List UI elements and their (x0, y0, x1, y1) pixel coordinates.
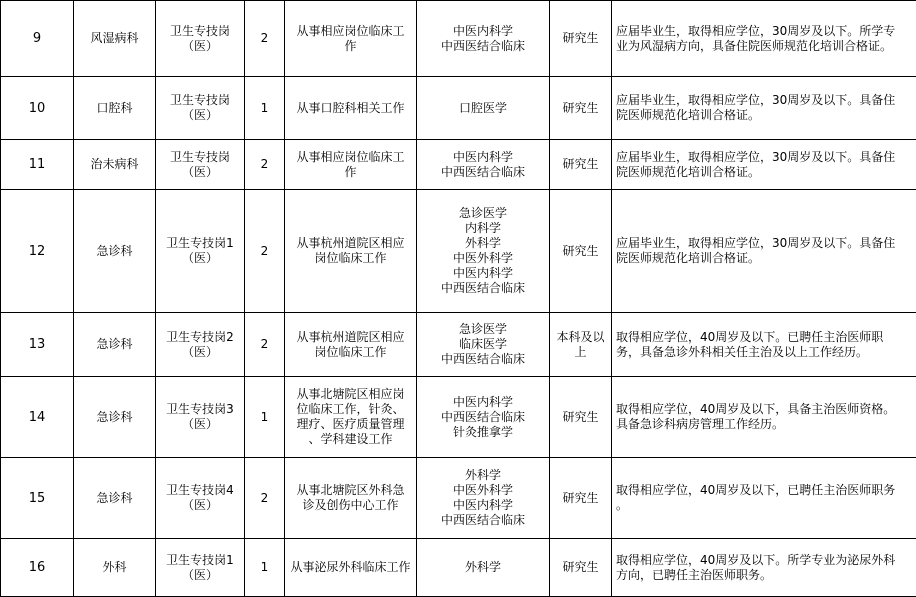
duty-cell-line: 理疗、医疗质量管理 (288, 417, 413, 432)
department-cell: 外科 (74, 539, 156, 597)
duty-cell-line: 作 (288, 39, 413, 54)
requirement-cell (612, 190, 916, 313)
duty-cell-line: 从事北塘院区相应岗 (288, 387, 413, 402)
position-cell-line: 卫生专技岗 (159, 24, 241, 39)
requirement-cell (612, 313, 916, 377)
position-cell-line: （医） (159, 345, 241, 360)
major-cell-line: 口腔医学 (420, 101, 546, 116)
duty-cell-line: 岗位临床工作 (288, 345, 413, 360)
requirement-cell-line: 应届毕业生，取得相应学位，30周岁及以下。具备住 (616, 93, 914, 108)
duty-cell-line: 从事口腔科相关工作 (288, 101, 413, 116)
major-cell (417, 1, 550, 77)
table-row (1, 190, 916, 313)
major-cell-line: 外科学 (420, 468, 546, 483)
position-cell (156, 77, 245, 140)
requirement-cell-line: 业为风湿病方向，具备住院医师规范化培训合格证。 (616, 39, 914, 54)
position-cell-line: （医） (159, 417, 241, 432)
row-number: 9 (1, 1, 74, 77)
education-cell-line: 研究生 (553, 101, 608, 116)
position-cell (156, 539, 245, 597)
duty-cell (285, 190, 417, 313)
department-cell: 风湿病科 (74, 1, 156, 77)
position-cell-line: 卫生专技岗1 (159, 236, 241, 251)
position-cell-line: 卫生专技岗 (159, 150, 241, 165)
department-cell: 急诊科 (74, 377, 156, 458)
requirement-cell-line: 应届毕业生，取得相应学位，30周岁及以下。具备住 (616, 236, 914, 251)
position-cell (156, 1, 245, 77)
row-number: 15 (1, 458, 74, 539)
requirement-cell (612, 140, 916, 190)
education-cell-line: 研究生 (553, 491, 608, 506)
major-cell-line: 外科学 (420, 560, 546, 575)
major-cell (417, 77, 550, 140)
major-cell-line: 急诊医学 (420, 322, 546, 337)
education-cell-line: 研究生 (553, 560, 608, 575)
requirement-cell (612, 77, 916, 140)
position-cell-line: （医） (159, 568, 241, 583)
major-cell-line: 中医外科学 (420, 483, 546, 498)
position-cell-line: 卫生专技岗2 (159, 330, 241, 345)
department-cell: 治未病科 (74, 140, 156, 190)
major-cell-line: 内科学 (420, 221, 546, 236)
row-number: 14 (1, 377, 74, 458)
headcount-cell: 2 (245, 140, 285, 190)
duty-cell-line: 岗位临床工作 (288, 251, 413, 266)
duty-cell (285, 77, 417, 140)
major-cell-line: 中西医结合临床 (420, 39, 546, 54)
requirement-cell-line: 院医师规范化培训合格证。 (616, 108, 914, 123)
duty-cell (285, 458, 417, 539)
requirement-cell-line: 方向，已聘任主治医师职务。 (616, 568, 914, 583)
position-cell-line: （医） (159, 251, 241, 266)
duty-cell-line: 从事北塘院区外科急 (288, 483, 413, 498)
requirement-cell-line: 务，具备急诊外科相关任主治及以上工作经历。 (616, 345, 914, 360)
major-cell-line: 针灸推拿学 (420, 425, 546, 440)
education-cell-line: 本科及以 (553, 330, 608, 345)
major-cell-line: 中医外科学 (420, 251, 546, 266)
position-cell (156, 313, 245, 377)
position-cell-line: （医） (159, 498, 241, 513)
table-row (1, 1, 916, 77)
table-row (1, 77, 916, 140)
major-cell-line: 中西医结合临床 (420, 165, 546, 180)
requirement-cell-line: 院医师规范化培训合格证。 (616, 251, 914, 266)
major-cell-line: 中医内科学 (420, 266, 546, 281)
duty-cell (285, 377, 417, 458)
requirement-cell-line: 取得相应学位，40周岁及以下，具备主治医师资格。 (616, 402, 914, 417)
table-row (1, 313, 916, 377)
position-cell (156, 190, 245, 313)
row-number: 12 (1, 190, 74, 313)
education-cell-line: 研究生 (553, 31, 608, 46)
department-cell: 急诊科 (74, 190, 156, 313)
position-cell-line: （医） (159, 39, 241, 54)
major-cell-line: 中医内科学 (420, 150, 546, 165)
education-cell (550, 1, 612, 77)
major-cell (417, 313, 550, 377)
requirement-cell (612, 377, 916, 458)
requirement-cell (612, 1, 916, 77)
education-cell-line: 研究生 (553, 157, 608, 172)
duty-cell (285, 539, 417, 597)
duty-cell-line: 位临床工作，针灸、 (288, 402, 413, 417)
table-row (1, 458, 916, 539)
duty-cell-line: 从事杭州道院区相应 (288, 330, 413, 345)
major-cell (417, 539, 550, 597)
department-cell: 急诊科 (74, 458, 156, 539)
major-cell (417, 140, 550, 190)
requirement-cell (612, 458, 916, 539)
education-cell-line: 研究生 (553, 410, 608, 425)
major-cell-line: 中西医结合临床 (420, 281, 546, 296)
position-cell-line: （医） (159, 165, 241, 180)
education-cell (550, 458, 612, 539)
major-cell-line: 中医内科学 (420, 498, 546, 513)
requirement-cell-line: 应届毕业生，取得相应学位，30周岁及以下。具备住 (616, 150, 914, 165)
row-number: 16 (1, 539, 74, 597)
requirement-cell-line: 具备急诊科病房管理工作经历。 (616, 417, 914, 432)
headcount-cell: 2 (245, 458, 285, 539)
position-cell-line: （医） (159, 108, 241, 123)
row-number: 13 (1, 313, 74, 377)
major-cell (417, 190, 550, 313)
position-cell (156, 458, 245, 539)
department-cell: 口腔科 (74, 77, 156, 140)
major-cell-line: 中西医结合临床 (420, 410, 546, 425)
headcount-cell: 2 (245, 190, 285, 313)
position-cell (156, 377, 245, 458)
requirement-cell-line: 应届毕业生，取得相应学位，30周岁及以下。所学专 (616, 24, 914, 39)
major-cell-line: 中医内科学 (420, 24, 546, 39)
duty-cell-line: 从事相应岗位临床工 (288, 24, 413, 39)
major-cell-line: 中西医结合临床 (420, 513, 546, 528)
education-cell (550, 313, 612, 377)
education-cell-line: 上 (553, 345, 608, 360)
requirement-cell-line: 取得相应学位，40周岁及以下。所学专业为泌尿外科 (616, 553, 914, 568)
education-cell (550, 539, 612, 597)
headcount-cell: 1 (245, 77, 285, 140)
duty-cell (285, 140, 417, 190)
requirement-cell-line: 。 (616, 498, 914, 513)
headcount-cell: 1 (245, 539, 285, 597)
major-cell (417, 377, 550, 458)
major-cell-line: 外科学 (420, 236, 546, 251)
position-cell-line: 卫生专技岗 (159, 93, 241, 108)
education-cell (550, 190, 612, 313)
table-row (1, 377, 916, 458)
duty-cell-line: 从事杭州道院区相应 (288, 236, 413, 251)
headcount-cell: 1 (245, 377, 285, 458)
major-cell-line: 急诊医学 (420, 206, 546, 221)
headcount-cell: 2 (245, 313, 285, 377)
position-cell (156, 140, 245, 190)
duty-cell (285, 313, 417, 377)
requirement-cell-line: 取得相应学位，40周岁及以下，已聘任主治医师职务 (616, 483, 914, 498)
major-cell-line: 临床医学 (420, 337, 546, 352)
table-row (1, 539, 916, 597)
position-cell-line: 卫生专技岗3 (159, 402, 241, 417)
requirement-cell (612, 539, 916, 597)
major-cell (417, 458, 550, 539)
education-cell (550, 377, 612, 458)
duty-cell-line: 、学科建设工作 (288, 432, 413, 447)
table-body (1, 1, 916, 597)
position-cell-line: 卫生专技岗1 (159, 553, 241, 568)
table-row (1, 140, 916, 190)
row-number: 10 (1, 77, 74, 140)
education-cell (550, 77, 612, 140)
major-cell-line: 中医内科学 (420, 395, 546, 410)
major-cell-line: 中西医结合临床 (420, 352, 546, 367)
duty-cell-line: 诊及创伤中心工作 (288, 498, 413, 513)
education-cell-line: 研究生 (553, 244, 608, 259)
headcount-cell: 2 (245, 1, 285, 77)
duty-cell-line: 作 (288, 165, 413, 180)
position-cell-line: 卫生专技岗4 (159, 483, 241, 498)
duty-cell-line: 从事相应岗位临床工 (288, 150, 413, 165)
row-number: 11 (1, 140, 74, 190)
department-cell: 急诊科 (74, 313, 156, 377)
education-cell (550, 140, 612, 190)
duty-cell-line: 从事泌尿外科临床工作 (288, 560, 413, 575)
requirement-cell-line: 院医师规范化培训合格证。 (616, 165, 914, 180)
duty-cell (285, 1, 417, 77)
requirement-cell-line: 取得相应学位，40周岁及以下。已聘任主治医师职 (616, 330, 914, 345)
